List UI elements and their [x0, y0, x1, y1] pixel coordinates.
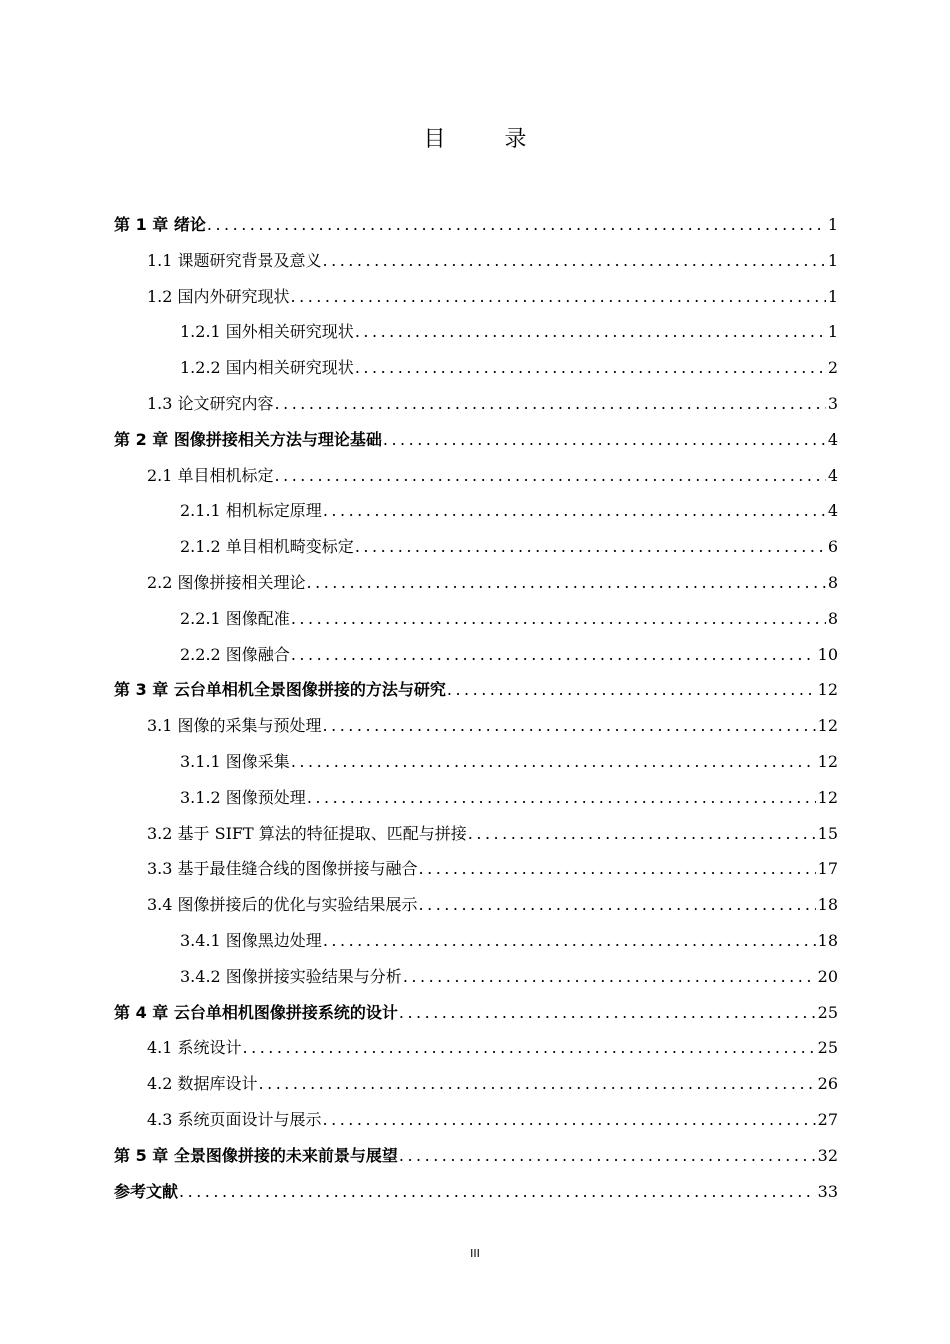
table-of-contents	[114, 207, 838, 1209]
toc-entry-title: 3.1.1 图像采集	[180, 751, 290, 771]
toc-section-entry[interactable]	[114, 887, 838, 923]
toc-chapter-entry[interactable]	[114, 995, 838, 1031]
toc-entry-title: 第 1 章 绪论	[114, 215, 206, 234]
dot-leader	[291, 601, 826, 637]
toc-entry-title: 3.4 图像拼接后的优化与实验结果展示	[147, 895, 418, 915]
toc-entry-page: 8	[827, 608, 838, 628]
dot-leader	[291, 279, 826, 315]
toc-chapter-entry[interactable]	[114, 1174, 838, 1210]
dot-leader	[275, 386, 826, 422]
toc-entry-title: 1.2.2 国内相关研究现状	[180, 358, 354, 378]
dot-leader	[323, 708, 816, 744]
toc-entry-title: 2.1 单目相机标定	[147, 465, 274, 485]
toc-entry-page: 4	[827, 429, 838, 449]
dot-leader	[243, 1030, 816, 1066]
toc-chapter-entry[interactable]	[114, 1138, 838, 1174]
dot-leader	[323, 923, 816, 959]
toc-subsection-entry[interactable]	[114, 350, 838, 386]
toc-subsection-entry[interactable]	[114, 314, 838, 350]
toc-section-entry[interactable]	[114, 851, 838, 887]
toc-entry-page: 12	[817, 787, 838, 807]
toc-subsection-entry[interactable]	[114, 959, 838, 995]
toc-entry-page: 27	[817, 1109, 838, 1129]
toc-entry-page: 25	[817, 1038, 838, 1058]
toc-section-entry[interactable]	[114, 1066, 838, 1102]
toc-entry-title: 第 4 章 云台单相机图像拼接系统的设计	[114, 1002, 398, 1022]
toc-entry-title: 2.1.1 相机标定原理	[180, 501, 322, 521]
toc-entry-title: 参考文献	[114, 1181, 179, 1201]
toc-section-entry[interactable]	[114, 565, 838, 601]
toc-entry-title: 3.1.2 图像预处理	[180, 787, 306, 807]
dot-leader	[419, 887, 816, 923]
toc-entry-page: 17	[817, 859, 838, 879]
toc-entry-title: 4.1 系统设计	[147, 1038, 242, 1058]
toc-subsection-entry[interactable]	[114, 529, 838, 565]
page-title: 目 录	[423, 127, 553, 152]
toc-entry-page: 25	[817, 1002, 838, 1022]
dot-leader	[383, 422, 826, 458]
toc-entry-page: 18	[817, 930, 838, 950]
toc-entry-title: 3.3 基于最佳缝合线的图像拼接与融合	[147, 859, 418, 879]
toc-entry-page: 8	[827, 572, 838, 592]
toc-entry-page: 18	[817, 895, 838, 915]
toc-section-entry[interactable]	[114, 1102, 838, 1138]
dot-leader	[403, 959, 816, 995]
toc-entry-page: 1	[827, 286, 838, 306]
toc-subsection-entry[interactable]	[114, 923, 838, 959]
toc-entry-page: 10	[817, 644, 838, 664]
toc-entry-page: 33	[817, 1181, 838, 1201]
toc-entry-page: 12	[817, 680, 838, 700]
toc-section-entry[interactable]	[114, 708, 838, 744]
toc-section-entry[interactable]	[114, 1030, 838, 1066]
toc-entry-title: 第 2 章 图像拼接相关方法与理论基础	[114, 429, 382, 449]
toc-entry-page: 32	[817, 1145, 838, 1165]
toc-entry-page: 4	[827, 501, 838, 521]
toc-entry-page: 12	[817, 716, 838, 736]
dot-leader	[291, 637, 816, 673]
toc-entry-page: 20	[817, 966, 838, 986]
dot-leader	[323, 1102, 816, 1138]
toc-subsection-entry[interactable]	[114, 493, 838, 529]
dot-leader	[307, 565, 826, 601]
toc-entry-page: 4	[827, 465, 838, 485]
toc-entry-page: 6	[827, 537, 838, 557]
toc-entry-title: 第 3 章 云台单相机全景图像拼接的方法与研究	[114, 680, 446, 700]
toc-section-entry[interactable]	[114, 458, 838, 494]
toc-entry-title: 2.2 图像拼接相关理论	[147, 572, 306, 592]
toc-entry-title: 4.2 数据库设计	[147, 1074, 258, 1094]
toc-entry-title: 第 5 章 全景图像拼接的未来前景与展望	[114, 1145, 398, 1165]
toc-section-entry[interactable]	[114, 243, 838, 279]
toc-subsection-entry[interactable]	[114, 780, 838, 816]
toc-section-entry[interactable]	[114, 279, 838, 315]
toc-entry-title: 3.2 基于 SIFT 算法的特征提取、匹配与拼接	[147, 823, 467, 843]
toc-subsection-entry[interactable]	[114, 601, 838, 637]
toc-entry-page: 1	[827, 250, 838, 270]
dot-leader	[399, 995, 816, 1031]
dot-leader	[179, 1174, 816, 1210]
toc-entry-title: 1.3 论文研究内容	[147, 393, 274, 413]
toc-entry-title: 2.2.1 图像配准	[180, 608, 290, 628]
toc-entry-title: 3.4.1 图像黑边处理	[180, 930, 322, 950]
toc-section-entry[interactable]	[114, 816, 838, 852]
toc-entry-title: 1.1 课题研究背景及意义	[147, 250, 322, 270]
toc-entry-title: 1.2.1 国外相关研究现状	[180, 322, 354, 342]
dot-leader	[399, 1138, 816, 1174]
dot-leader	[307, 780, 816, 816]
toc-entry-page: 15	[817, 823, 838, 843]
dot-leader	[468, 816, 816, 852]
page-number: III	[470, 1247, 480, 1260]
toc-entry-page: 3	[827, 393, 838, 413]
toc-section-entry[interactable]	[114, 386, 838, 422]
dot-leader	[447, 672, 816, 708]
toc-subsection-entry[interactable]	[114, 744, 838, 780]
dot-leader	[355, 350, 826, 386]
dot-leader	[419, 851, 816, 887]
dot-leader	[259, 1066, 816, 1102]
toc-entry-page: 1	[827, 215, 838, 234]
toc-chapter-entry[interactable]	[114, 422, 838, 458]
toc-entry-title: 3.1 图像的采集与预处理	[147, 716, 322, 736]
dot-leader	[275, 458, 826, 494]
toc-entry-title: 2.2.2 图像融合	[180, 644, 290, 664]
dot-leader	[323, 493, 826, 529]
toc-chapter-entry[interactable]	[114, 672, 838, 708]
dot-leader	[291, 744, 816, 780]
dot-leader	[323, 243, 826, 279]
dot-leader	[207, 207, 826, 243]
toc-entry-title: 4.3 系统页面设计与展示	[147, 1109, 322, 1129]
toc-entry-title: 3.4.2 图像拼接实验结果与分析	[180, 966, 402, 986]
toc-entry-page: 12	[817, 751, 838, 771]
toc-entry-title: 2.1.2 单目相机畸变标定	[180, 537, 354, 557]
toc-chapter-entry[interactable]	[114, 207, 838, 243]
toc-subsection-entry[interactable]	[114, 637, 838, 673]
toc-entry-title: 1.2 国内外研究现状	[147, 286, 290, 306]
toc-entry-page: 26	[817, 1074, 838, 1094]
dot-leader	[355, 529, 826, 565]
toc-entry-page: 2	[827, 358, 838, 378]
dot-leader	[355, 314, 826, 350]
toc-entry-page: 1	[827, 322, 838, 342]
